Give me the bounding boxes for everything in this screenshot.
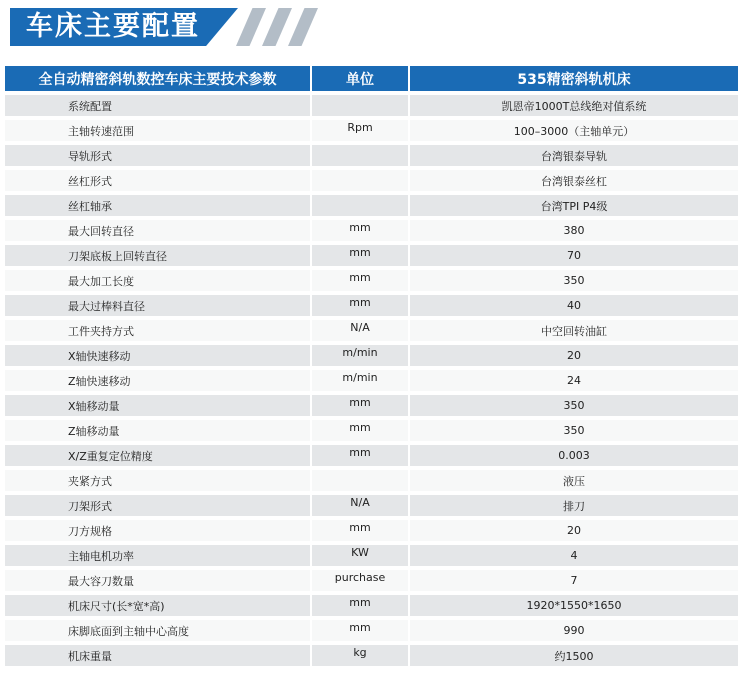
param-cell: 最大过棒料直径: [5, 295, 312, 316]
unit-cell: N/A: [312, 495, 410, 516]
param-cell: 系统配置: [5, 95, 312, 116]
value-cell: 1920*1550*1650: [410, 595, 738, 616]
header-parameter: 全自动精密斜轨数控车床主要技术参数: [5, 66, 312, 91]
title-banner: [10, 8, 310, 46]
unit-cell: mm: [312, 445, 410, 466]
decorative-stripe: [236, 8, 266, 46]
unit-cell: Rpm: [312, 120, 410, 141]
unit-cell: mm: [312, 520, 410, 541]
value-cell: 台湾银泰导轨: [410, 145, 738, 166]
header-model: 535精密斜轨机床: [410, 66, 738, 91]
table-row: [5, 270, 738, 291]
value-cell: 中空回转油缸: [410, 320, 738, 341]
unit-cell: m/min: [312, 345, 410, 366]
value-cell: 约1500: [410, 645, 738, 666]
table-row: [5, 195, 738, 216]
table-row: [5, 645, 738, 666]
unit-cell: mm: [312, 220, 410, 241]
value-cell: 24: [410, 370, 738, 391]
table-row: [5, 495, 738, 516]
unit-cell: mm: [312, 395, 410, 416]
table-row: [5, 395, 738, 416]
table-row: [5, 620, 738, 641]
unit-cell: m/min: [312, 370, 410, 391]
param-cell: 刀方规格: [5, 520, 312, 541]
page-title: 车床主要配置: [26, 11, 200, 42]
unit-cell: purchase: [312, 570, 410, 591]
param-cell: 导轨形式: [5, 145, 312, 166]
table-row: [5, 595, 738, 616]
unit-cell: mm: [312, 270, 410, 291]
param-cell: 刀架形式: [5, 495, 312, 516]
table-row: [5, 95, 738, 116]
header-unit: 单位: [312, 66, 410, 91]
table-row: [5, 295, 738, 316]
decorative-stripe: [288, 8, 318, 46]
value-cell: 40: [410, 295, 738, 316]
param-cell: X轴移动量: [5, 395, 312, 416]
value-cell: 990: [410, 620, 738, 641]
unit-cell: KW: [312, 545, 410, 566]
table-row: [5, 470, 738, 491]
param-cell: 机床重量: [5, 645, 312, 666]
table-row: [5, 420, 738, 441]
value-cell: 20: [410, 520, 738, 541]
table-row: [5, 370, 738, 391]
table-row: [5, 170, 738, 191]
table-row: [5, 545, 738, 566]
param-cell: Z轴移动量: [5, 420, 312, 441]
param-cell: X/Z重复定位精度: [5, 445, 312, 466]
table-row: [5, 520, 738, 541]
value-cell: 350: [410, 395, 738, 416]
unit-cell: [312, 470, 410, 491]
value-cell: 台湾TPI P4级: [410, 195, 738, 216]
value-cell: 液压: [410, 470, 738, 491]
param-cell: 丝杠轴承: [5, 195, 312, 216]
decorative-stripe: [262, 8, 292, 46]
param-cell: 床脚底面到主轴中心高度: [5, 620, 312, 641]
value-cell: 70: [410, 245, 738, 266]
spec-table-body: [5, 95, 738, 666]
value-cell: 350: [410, 270, 738, 291]
param-cell: 主轴转速范围: [5, 120, 312, 141]
table-row: [5, 245, 738, 266]
table-row: [5, 445, 738, 466]
value-cell: 380: [410, 220, 738, 241]
param-cell: 工件夹持方式: [5, 320, 312, 341]
param-cell: Z轴快速移动: [5, 370, 312, 391]
unit-cell: mm: [312, 295, 410, 316]
unit-cell: [312, 95, 410, 116]
param-cell: 丝杠形式: [5, 170, 312, 191]
unit-cell: [312, 195, 410, 216]
value-cell: 台湾银泰丝杠: [410, 170, 738, 191]
table-row: [5, 145, 738, 166]
unit-cell: [312, 145, 410, 166]
table-row: [5, 345, 738, 366]
param-cell: 最大回转直径: [5, 220, 312, 241]
param-cell: 夹紧方式: [5, 470, 312, 491]
table-header-row: [5, 66, 738, 91]
spec-table: [5, 62, 738, 670]
param-cell: 刀架底板上回转直径: [5, 245, 312, 266]
unit-cell: mm: [312, 595, 410, 616]
table-row: [5, 220, 738, 241]
unit-cell: mm: [312, 245, 410, 266]
param-cell: 最大容刀数量: [5, 570, 312, 591]
value-cell: 4: [410, 545, 738, 566]
value-cell: 凯恩帝1000T总线绝对值系统: [410, 95, 738, 116]
param-cell: 机床尺寸(长*宽*高): [5, 595, 312, 616]
unit-cell: [312, 170, 410, 191]
table-row: [5, 570, 738, 591]
unit-cell: mm: [312, 620, 410, 641]
table-row: [5, 120, 738, 141]
value-cell: 排刀: [410, 495, 738, 516]
value-cell: 0.003: [410, 445, 738, 466]
param-cell: 最大加工长度: [5, 270, 312, 291]
unit-cell: mm: [312, 420, 410, 441]
value-cell: 100–3000（主轴单元）: [410, 120, 738, 141]
param-cell: 主轴电机功率: [5, 545, 312, 566]
value-cell: 7: [410, 570, 738, 591]
value-cell: 20: [410, 345, 738, 366]
param-cell: X轴快速移动: [5, 345, 312, 366]
unit-cell: N/A: [312, 320, 410, 341]
unit-cell: kg: [312, 645, 410, 666]
value-cell: 350: [410, 420, 738, 441]
table-row: [5, 320, 738, 341]
